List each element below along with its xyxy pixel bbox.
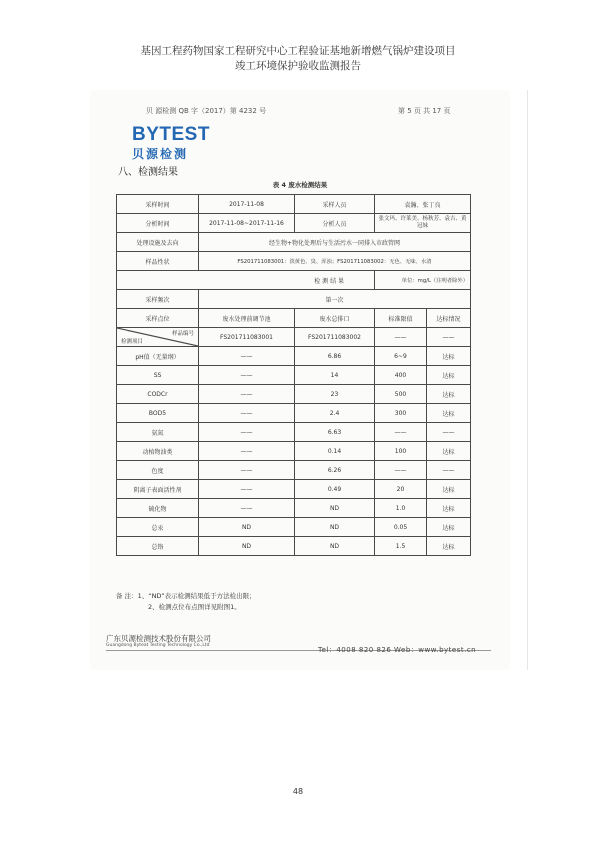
diag-top-label: 样品编号 <box>171 331 194 337</box>
parameter-name: BOD5 <box>117 404 199 423</box>
table-cell: —— <box>199 499 295 518</box>
table-row <box>117 347 471 366</box>
column-header: 采样点位 <box>117 309 199 328</box>
table-cell: 2017-11-08 <box>199 195 295 214</box>
column-header-row <box>117 309 471 328</box>
section-title: 八、检测结果 <box>118 167 178 178</box>
table-cell: 0.14 <box>295 442 375 461</box>
table-cell: —— <box>427 461 471 480</box>
table-cell: 23 <box>295 385 375 404</box>
table-cell: 6.26 <box>295 461 375 480</box>
table-cell: 达标 <box>427 366 471 385</box>
table-cell: 500 <box>375 385 427 404</box>
table-cell: —— <box>427 423 471 442</box>
table-cell: 100 <box>375 442 427 461</box>
logo-text-en: BYTEST <box>132 124 210 145</box>
parameter-name: pH值（无量纲） <box>117 347 199 366</box>
table-cell: ND <box>199 518 295 537</box>
table-cell: 经生物+物化处理后与生活污水一同排入市政管网 <box>199 233 471 252</box>
analysis-time-row <box>117 214 471 233</box>
table-row <box>117 423 471 442</box>
table-cell: 达标 <box>427 480 471 499</box>
sample-property-row <box>117 252 471 271</box>
table-cell: —— <box>199 461 295 480</box>
parameter-name: 总汞 <box>117 518 199 537</box>
parameter-name: CODCr <box>117 385 199 404</box>
diag-bottom-label: 检测项目 <box>121 339 144 345</box>
parameter-name: 氨氮 <box>117 423 199 442</box>
table-cell: 1.5 <box>375 537 427 556</box>
page-number: 48 <box>292 787 304 796</box>
table-cell: 300 <box>375 404 427 423</box>
table-cell: FS201711083002 <box>295 328 375 347</box>
parameter-name: 阴离子表面活性剂 <box>117 480 199 499</box>
report-title-line2: 竣工环境保护验收监测报告 <box>235 60 361 72</box>
document-number: 贝 源检测 QB 字（2017）第 4232 号 <box>146 107 267 115</box>
parameter-name: 硫化物 <box>117 499 199 518</box>
table-cell: 检 测 结 果 <box>117 271 375 290</box>
frequency-row <box>117 290 471 309</box>
table-row <box>117 499 471 518</box>
unit-note: 单位：mg/L（注明者除外） <box>375 271 471 290</box>
table-cell: 样品性状 <box>117 252 199 271</box>
company-name-en: Guangdong Byteat Testing Technology Co.,Ltd <box>106 643 210 648</box>
facility-row <box>117 233 471 252</box>
table-cell: 1.0 <box>375 499 427 518</box>
table-cell: —— <box>375 461 427 480</box>
table-cell: 6.86 <box>295 347 375 366</box>
table-row <box>117 461 471 480</box>
page-info: 第 5 页 共 17 页 <box>398 107 451 115</box>
table-cell: 0.49 <box>295 480 375 499</box>
table-cell: 采样人员 <box>295 195 375 214</box>
sample-id-row <box>117 328 471 347</box>
column-header: 废水总排口 <box>295 309 375 328</box>
table-cell: —— <box>199 385 295 404</box>
parameter-name: 色度 <box>117 461 199 480</box>
table-cell: 6.63 <box>295 423 375 442</box>
report-title-line1: 基因工程药物国家工程研究中心工程验证基地新增燃气锅炉建设项目 <box>140 45 456 57</box>
table-cell: 达标 <box>427 537 471 556</box>
table-cell: 达标 <box>427 347 471 366</box>
table-cell: 达标 <box>427 442 471 461</box>
table-cell: 分析人员 <box>295 214 375 233</box>
results-header-row <box>117 271 471 290</box>
table-cell: 2.4 <box>295 404 375 423</box>
table-cell: FS201711083001 <box>199 328 295 347</box>
table-cell: —— <box>199 404 295 423</box>
table-cell: —— <box>427 328 471 347</box>
table-cell: 0.05 <box>375 518 427 537</box>
table-row <box>117 537 471 556</box>
table-cell: —— <box>375 328 427 347</box>
bytest-logo <box>132 125 210 162</box>
table-cell: 达标 <box>427 518 471 537</box>
table-cell: 2017-11-08~2017-11-16 <box>199 214 295 233</box>
table-cell: —— <box>199 366 295 385</box>
table-cell: 分析时间 <box>117 214 199 233</box>
table-cell: —— <box>199 442 295 461</box>
column-header: 达标情况 <box>427 309 471 328</box>
table-cell: 达标 <box>427 499 471 518</box>
table-cell: 400 <box>375 366 427 385</box>
table-cell: 6~9 <box>375 347 427 366</box>
table-row <box>117 518 471 537</box>
table-caption: 表 4 废水检测结果 <box>272 181 328 189</box>
table-cell: 处理设施及去向 <box>117 233 199 252</box>
table-cell: 袁瀚、张丁良 <box>375 195 471 214</box>
table-cell: ND <box>295 537 375 556</box>
table-cell: 达标 <box>427 385 471 404</box>
column-header: 标准限值 <box>375 309 427 328</box>
sampling-time-row <box>117 195 471 214</box>
table-row <box>117 366 471 385</box>
table-row <box>117 480 471 499</box>
diagonal-header-cell <box>117 328 199 347</box>
table-row <box>117 442 471 461</box>
note-line-2: 2、检测点位布点图详见附图1。 <box>148 603 241 611</box>
table-row <box>117 404 471 423</box>
company-name-cn: 广东贝源检测技术股份有限公司 <box>106 634 211 643</box>
table-cell: 张文玛、许莱美、杨秋芳、袁吉、黄冠妹 <box>375 214 471 233</box>
table-cell: FS201711083001：淡黄色、臭、浑浊；FS201711083002：无色、无味、水清 <box>199 252 471 271</box>
table-cell: —— <box>199 347 295 366</box>
table-cell: 14 <box>295 366 375 385</box>
table-cell: ND <box>199 537 295 556</box>
table-cell: 20 <box>375 480 427 499</box>
table-cell: ND <box>295 499 375 518</box>
table-cell: 采样时间 <box>117 195 199 214</box>
table-cell: —— <box>375 423 427 442</box>
parameter-name: SS <box>117 366 199 385</box>
logo-text-cn: 贝源检测 <box>132 147 189 161</box>
contact-info: Tel：4008 820 826 Web：www.bytest.cn <box>318 646 477 654</box>
parameter-name: 动植物油类 <box>117 442 199 461</box>
table-cell: —— <box>199 423 295 442</box>
table-cell: ND <box>295 518 375 537</box>
scanned-page <box>90 90 510 670</box>
wastewater-results-table <box>116 194 471 556</box>
note-line-1: 备 注：1、“ND”表示检测结果低于方法检出限； <box>116 592 256 600</box>
table-cell: —— <box>199 480 295 499</box>
table-cell: 第一次 <box>199 290 471 309</box>
result-rows <box>117 347 471 556</box>
column-header: 废水处理前调节池 <box>199 309 295 328</box>
table-row <box>117 385 471 404</box>
parameter-name: 总铬 <box>117 537 199 556</box>
table-cell: 采样频次 <box>117 290 199 309</box>
table-cell: 达标 <box>427 404 471 423</box>
